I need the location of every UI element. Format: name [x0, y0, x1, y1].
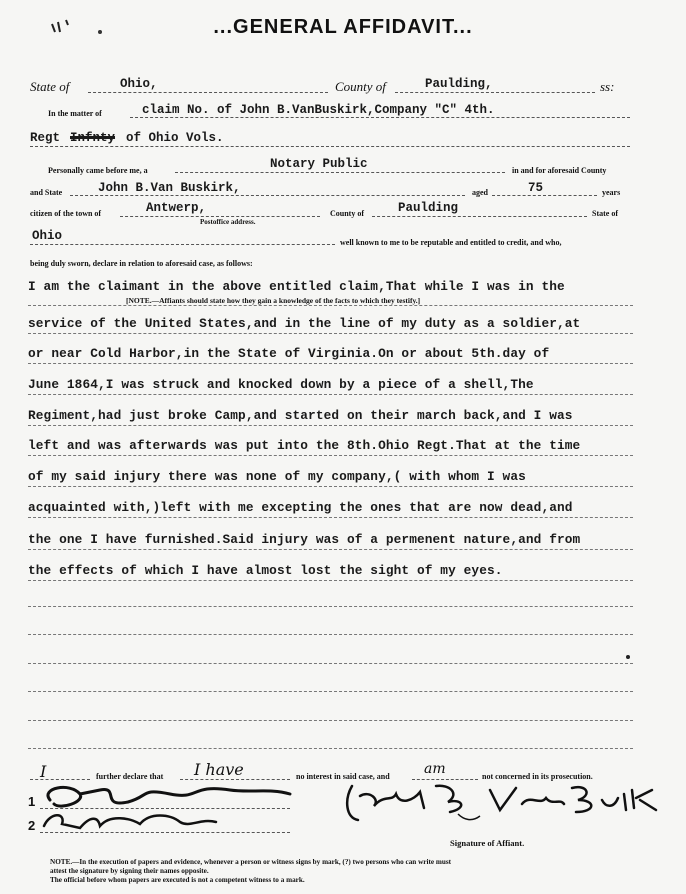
matter-value-2a: Regt	[30, 131, 61, 145]
witness-number: 2	[28, 818, 36, 833]
county-label: County of	[335, 79, 386, 94]
handwritten-i: I	[40, 762, 47, 781]
blank-rule	[28, 691, 633, 692]
body-line: left and was afterwards was put into the 8th.Ohio Regt.That at the time	[28, 438, 581, 453]
further-declare-c: not concerned in its prosecution.	[482, 772, 593, 781]
state-value: Ohio,	[120, 77, 158, 91]
blank-rule	[28, 663, 633, 664]
blank-rule	[28, 634, 633, 635]
body-line: June 1864,I was struck and knocked down by a piece of a shell,The	[28, 377, 534, 392]
note-bottom-1: NOTE.—In the execution of papers and evidence, whenever a person or witness signs by mark, (?) two persons who can write must	[50, 858, 452, 866]
county-value: Paulding,	[425, 77, 493, 91]
signature-of-affiant-label: Signature of Affiant.	[450, 838, 525, 848]
blank-rule	[28, 606, 633, 607]
officer-value: Notary Public	[270, 157, 368, 171]
state-label: State of	[30, 79, 70, 94]
further-declare-b: no interest in said case, and	[296, 772, 390, 781]
ink-dot	[626, 655, 630, 659]
county2-value: Paulding	[398, 201, 459, 215]
years-label: years	[602, 188, 621, 197]
note-bottom-2: attest the signature by signing their names opposite.	[50, 867, 209, 875]
county2-label: County of	[330, 209, 365, 218]
blank-rule	[28, 720, 633, 721]
matter-value-2c: of Ohio Vols.	[126, 131, 224, 145]
matter-value-1: claim No. of John B.VanBuskirk,Company "C" 4th.	[142, 103, 495, 117]
body-line: acquainted with,)left with me excepting the ones that are now dead,and	[28, 500, 573, 515]
affiant-signature	[340, 780, 680, 830]
note-bottom-3: The official before whom papers are executed is not a competent witness to a mark.	[50, 876, 305, 884]
state2-value: Ohio	[32, 229, 63, 243]
body-line: the effects of which I have almost lost the sight of my eyes.	[28, 563, 503, 578]
county-suffix: in and for aforesaid County	[512, 166, 607, 175]
state2-label: State of	[592, 209, 618, 218]
body-line: of my said injury there was none of my company,( with whom I was	[28, 469, 526, 484]
aged-label: aged	[472, 188, 488, 197]
sworn-text: being duly sworn, declare in relation to aforesaid case, as follows:	[30, 259, 253, 268]
witness-number: 1	[28, 794, 36, 809]
reputable-text: well known to me to be reputable and entitled to credit, and who,	[340, 238, 562, 247]
further-declare-a: further declare that	[96, 772, 164, 781]
note-top: [NOTE.—Affiants should state how they gain a knowledge of the facts to which they testify.]	[126, 296, 421, 305]
and-state-label: and State	[30, 188, 63, 197]
handwritten-am: am	[424, 761, 446, 777]
document-title: ...GENERAL AFFIDAVIT...	[213, 16, 473, 38]
handwritten-i-have: I have	[194, 760, 244, 779]
body-line: the one I have furnished.Said injury was of a permenent nature,and from	[28, 532, 581, 547]
matter-label: In the matter of	[48, 109, 102, 118]
personally-label: Personally came before me, a	[48, 166, 148, 175]
affiant-name: John B.Van Buskirk,	[98, 181, 241, 195]
matter-value-2b: Infnty	[70, 131, 116, 145]
body-line: I am the claimant in the above entitled claim,That while I was in the	[28, 279, 565, 294]
town-value: Antwerp,	[146, 201, 207, 215]
body-line: Regiment,had just broke Camp,and started on their march back,and I was	[28, 408, 573, 423]
body-line: service of the United States,and in the line of my duty as a soldier,at	[28, 316, 581, 331]
body-line: or near Cold Harbor,in the State of Virginia.On or about 5th.day of	[28, 346, 550, 361]
aged-value: 75	[528, 181, 544, 195]
citizen-label: citizen of the town of	[30, 209, 102, 218]
ss-label: ss:	[600, 79, 615, 94]
blank-rule	[28, 748, 633, 749]
postoffice-label: Postoffice address.	[200, 218, 256, 226]
